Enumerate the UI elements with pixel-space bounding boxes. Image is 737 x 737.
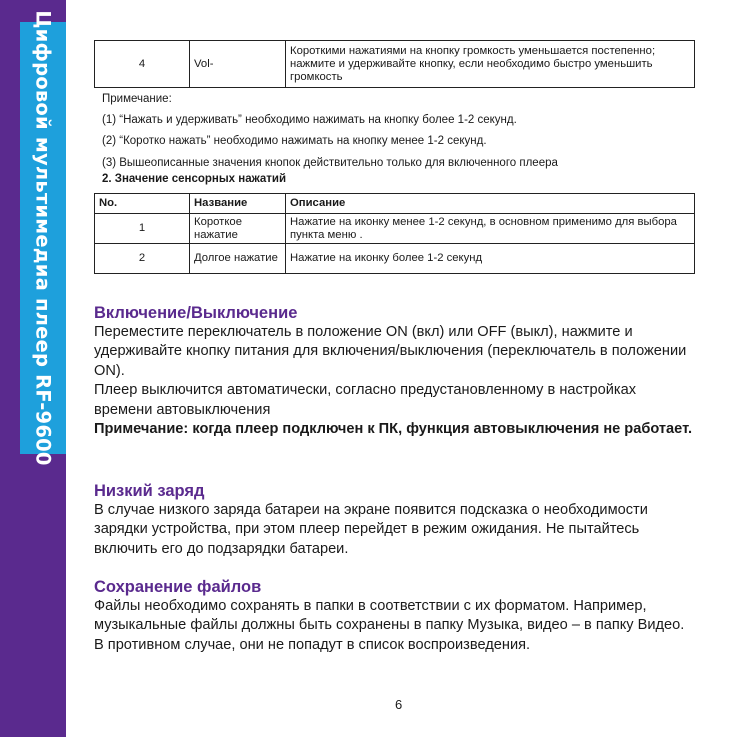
notes-title: Примечание:: [102, 93, 172, 105]
table-header-row: [95, 194, 695, 214]
table-cell-no: 1: [95, 214, 190, 244]
table-cell-no: 4: [95, 41, 190, 88]
table-cell-description: Нажатие на иконку менее 1-2 секунд, в основном применимо для выбора пункта меню .: [286, 214, 695, 244]
note-item: (1) “Нажать и удерживать” необходимо нажимать на кнопку более 1-2 секунд.: [102, 114, 517, 127]
table-cell-name: Короткое нажатие: [190, 214, 286, 244]
table-row: [95, 244, 695, 274]
power-section: [94, 303, 694, 439]
table-header-name: Название: [190, 194, 286, 214]
touch-table: [94, 193, 695, 274]
power-auto-off-text: Плеер выключится автоматически, согласно предустановленному в настройках времени автовыключения: [94, 382, 636, 418]
power-title: Включение/Выключение: [94, 304, 298, 322]
table-row: [95, 214, 695, 244]
power-note: Примечание: когда плеер подключен к ПК, функция автовыключения не работает.: [94, 421, 693, 438]
sidebar-title: Цифровой мультимедиа плеер RF-9600: [31, 10, 55, 466]
note-item: (2) “Коротко нажать” необходимо нажимать на кнопку менее 1-2 секунд.: [102, 135, 487, 148]
note-item: (3) Вышеописанные значения кнопок действительно только для включенного плеера: [102, 156, 558, 169]
low-battery-title: Низкий заряд: [94, 482, 205, 500]
buttons-table: [94, 40, 695, 88]
touch-section-title: 2. Значение сенсорных нажатий: [102, 173, 287, 185]
table-cell-name: Долгое нажатие: [190, 244, 286, 274]
table-header-description: Описание: [286, 194, 695, 214]
saving-title: Сохранение файлов: [94, 578, 262, 596]
saving-text: Файлы необходимо сохранять в папки в соответствии с их форматом. Например, музыкальные файлы должны быть сохранены в папку Музыка, видео – в папку Видео. В противном случае, они не попадут в список воспроизведения.: [94, 598, 685, 653]
sidebar: [0, 0, 66, 737]
low-battery-section: [94, 481, 694, 559]
notes-block: [102, 93, 558, 178]
low-battery-text: В случае низкого заряда батареи на экране появится подсказка о необходимости зарядки устройства, при этом плеер перейдет в режим ожидания. Не пытайтесь включить его до подзарядки батареи.: [94, 502, 648, 557]
table-cell-no: 2: [95, 244, 190, 274]
table-cell-name: Vol-: [190, 41, 286, 88]
power-text: Переместите переключатель в положение ON (вкл) или OFF (выкл), нажмите и удерживайте кнопку питания для включения/выключения (переключатель в положении ON).: [94, 324, 687, 379]
saving-section: [94, 577, 694, 655]
table-row: [95, 41, 695, 88]
table-header-no: No.: [95, 194, 190, 214]
page-number: 6: [395, 697, 403, 712]
table-cell-description: Нажатие на иконку более 1-2 секунд: [286, 244, 695, 274]
table-cell-description: Короткими нажатиями на кнопку громкость уменьшается постепенно; нажмите и удерживайте кнопку, если необходимо быстро уменьшить громкость: [286, 41, 695, 88]
